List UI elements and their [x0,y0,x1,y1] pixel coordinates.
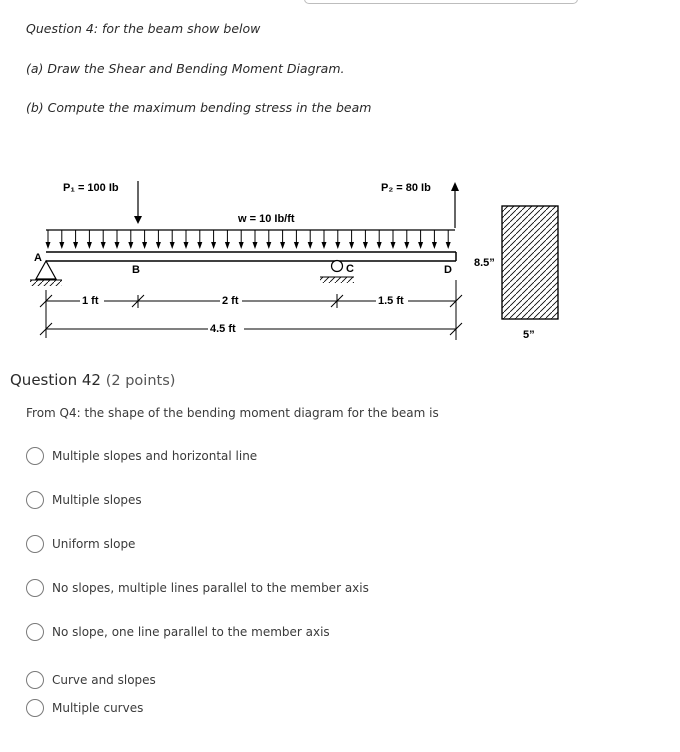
distributed-load-arrows [46,230,451,249]
dim-4-5ft: 4.5 ft [210,323,236,335]
radio-button[interactable] [26,535,44,553]
distributed-load-arrowhead [170,242,175,249]
radio-button[interactable] [26,491,44,509]
answer-option-label: Curve and slopes [52,673,156,687]
w-label: w = 10 Ib/ft [238,213,295,225]
distributed-load-arrowhead [446,242,451,249]
distributed-load-arrowhead [335,242,340,249]
distributed-load-arrowhead [156,242,161,249]
distributed-load-arrowhead [101,242,106,249]
distributed-load-arrowhead [377,242,382,249]
label-b: B [132,264,140,276]
p2-label: P₂ = 80 Ib [381,182,431,194]
distributed-load-arrowhead [197,242,202,249]
answer-option-label: No slopes, multiple lines parallel to the member axis [52,581,369,595]
question-points: (2 points) [105,373,176,389]
answer-option-label: Uniform slope [52,537,136,551]
answer-option-4[interactable] [26,579,369,597]
radio-button[interactable] [26,447,44,465]
distributed-load-arrowhead [128,242,133,249]
distributed-load-arrowhead [115,242,120,249]
distributed-load-arrowhead [349,242,354,249]
question-title-line [10,371,175,389]
distributed-load-arrowhead [87,242,92,249]
answer-option-label: No slope, one line parallel to the member axis [52,625,330,639]
distributed-load-arrowhead [418,242,423,249]
answer-option-3[interactable] [26,535,135,553]
roller-support-c [332,261,343,272]
distributed-load-arrowhead [253,242,258,249]
distributed-load-arrowhead [322,242,327,249]
radio-button[interactable] [26,671,44,689]
answer-option-label: Multiple slopes [52,493,142,507]
distributed-load-arrowhead [294,242,299,249]
ground-c [320,277,354,283]
question-title: Question 42 [10,371,101,389]
distributed-load-arrowhead [46,242,51,249]
distributed-load-arrowhead [404,242,409,249]
answer-option-1[interactable] [26,447,257,465]
label-d: D [444,264,452,276]
distributed-load-arrowhead [363,242,368,249]
distributed-load-arrowhead [211,242,216,249]
distributed-load-arrowhead [266,242,271,249]
label-c: C [346,263,354,275]
distributed-load-arrowhead [432,242,437,249]
distributed-load-arrowhead [142,242,147,249]
distributed-load-arrowhead [225,242,230,249]
label-a: A [34,252,42,264]
answer-option-5[interactable] [26,623,330,641]
problem-part-b: (b) Compute the maximum bending stress in the beam [26,100,372,115]
beam-diagram [0,0,680,360]
distributed-load-arrowhead [280,242,285,249]
question-prompt: From Q4: the shape of the bending moment diagram for the beam is [26,406,439,420]
p1-label: P₁ = 100 Ib [63,182,119,194]
answer-option-2[interactable] [26,491,142,509]
section-width-label: 5” [523,329,535,341]
distributed-load-arrowhead [239,242,244,249]
radio-button[interactable] [26,699,44,717]
beam-cross-section [502,206,558,319]
dim-2ft: 2 ft [222,295,239,307]
ground-a [30,280,62,286]
radio-button[interactable] [26,579,44,597]
answer-option-7[interactable] [26,699,143,717]
dim-1-5ft: 1.5 ft [378,295,404,307]
distributed-load-arrowhead [59,242,64,249]
distributed-load-arrowhead [391,242,396,249]
problem-heading: Question 4: for the beam show below [26,21,261,36]
section-height-label: 8.5” [474,257,495,269]
distributed-load-arrowhead [308,242,313,249]
distributed-load-arrowhead [73,242,78,249]
radio-button[interactable] [26,623,44,641]
distributed-load-arrowhead [184,242,189,249]
problem-part-a: (a) Draw the Shear and Bending Moment Diagram. [26,61,345,76]
answer-option-6[interactable] [26,671,156,689]
dim-1ft: 1 ft [82,295,99,307]
answer-option-label: Multiple curves [52,701,144,715]
answer-option-label: Multiple slopes and horizontal line [52,449,258,463]
